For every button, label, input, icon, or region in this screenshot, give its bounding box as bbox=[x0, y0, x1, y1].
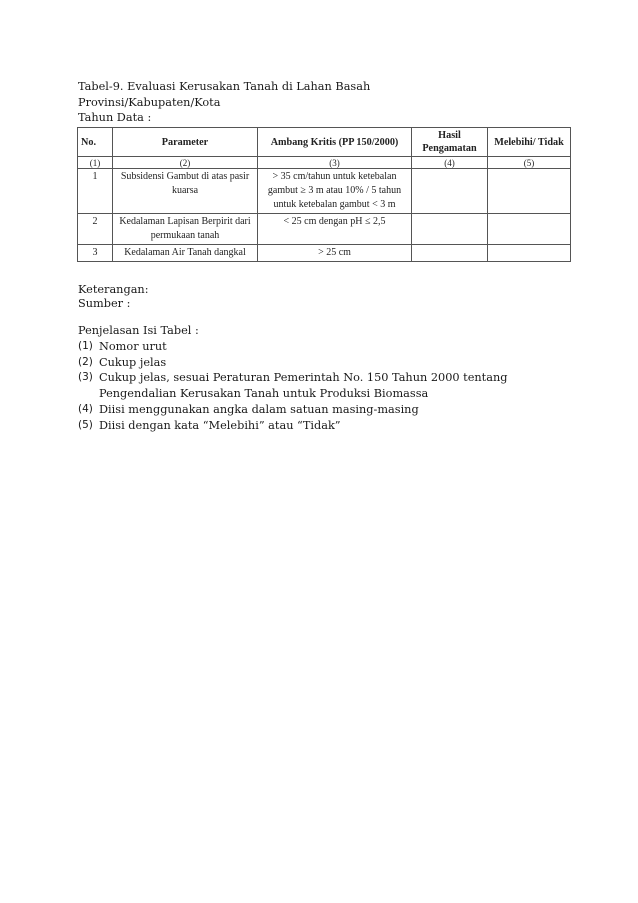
table-title: Tabel-9. Evaluasi Kerusakan Tanah di Lahan Basah bbox=[78, 80, 371, 93]
table-row bbox=[78, 214, 571, 245]
keterangan-label: Keterangan: bbox=[78, 283, 149, 296]
header-no: No. bbox=[78, 128, 113, 157]
list-item-text: Cukup jelas, sesuai Peraturan Pemerintah No. 150 Tahun 2000 tentang Pengendalian Kerusakan Tanah untuk Produksi Biomassa bbox=[99, 371, 508, 401]
table-heading bbox=[78, 79, 370, 126]
row-threshold: < 25 cm dengan pH ≤ 2,5 bbox=[258, 214, 412, 245]
explanation-title: Penjelasan Isi Tabel : bbox=[78, 324, 199, 337]
row-threshold: > 25 cm bbox=[258, 245, 412, 262]
row-result-cell[interactable] bbox=[412, 245, 488, 262]
row-parameter: Kedalaman Air Tanah dangkal bbox=[113, 245, 258, 262]
list-item-text: Cukup jelas bbox=[99, 355, 167, 369]
row-threshold: > 35 cm/tahun untuk ketebalan gambut ≥ 3 m atau 10% / 5 tahun untuk ketebalan gambut < 3 m bbox=[258, 169, 412, 214]
table-row bbox=[78, 245, 571, 262]
column-number: (2) bbox=[113, 157, 258, 169]
row-no: 1 bbox=[78, 169, 113, 214]
row-result-cell[interactable] bbox=[412, 169, 488, 214]
row-parameter: Subsidensi Gambut di atas pasir kuarsa bbox=[113, 169, 258, 214]
list-item-text: Diisi dengan kata “Melebihi” atau “Tidak” bbox=[99, 418, 341, 432]
row-exceed-cell[interactable] bbox=[488, 214, 571, 245]
evaluation-table bbox=[77, 127, 571, 262]
row-no: 3 bbox=[78, 245, 113, 262]
row-result-cell[interactable] bbox=[412, 214, 488, 245]
explanation-section bbox=[78, 323, 539, 434]
region-line: Provinsi/Kabupaten/Kota bbox=[78, 95, 221, 109]
list-item-number: (1) bbox=[78, 339, 93, 352]
list-item bbox=[78, 418, 539, 434]
row-parameter: Kedalaman Lapisan Berpirit dari permukaan tanah bbox=[113, 214, 258, 245]
column-number: (3) bbox=[258, 157, 412, 169]
list-item-number: (2) bbox=[78, 355, 93, 368]
list-item-text: Nomor urut bbox=[99, 339, 167, 353]
row-exceed-cell[interactable] bbox=[488, 245, 571, 262]
header-parameter: Parameter bbox=[113, 128, 258, 157]
column-number: (1) bbox=[78, 157, 113, 169]
sumber-label: Sumber : bbox=[78, 296, 131, 310]
table-row bbox=[78, 169, 571, 214]
header-threshold: Ambang Kritis (PP 150/2000) bbox=[258, 128, 412, 157]
column-number: (4) bbox=[412, 157, 488, 169]
header-exceed: Melebihi/ Tidak bbox=[488, 128, 571, 157]
header-result: Hasil Pengamatan bbox=[412, 128, 488, 157]
list-item bbox=[78, 370, 539, 402]
row-no: 2 bbox=[78, 214, 113, 245]
list-item-text: Diisi menggunakan angka dalam satuan masing-masing bbox=[99, 402, 419, 416]
list-item bbox=[78, 355, 539, 371]
table-header-row bbox=[78, 128, 571, 157]
list-item bbox=[78, 339, 539, 355]
list-item-number: (4) bbox=[78, 402, 93, 415]
list-item bbox=[78, 402, 539, 418]
list-item-number: (5) bbox=[78, 418, 93, 431]
column-number: (5) bbox=[488, 157, 571, 169]
notes-section bbox=[78, 283, 149, 310]
year-line: Tahun Data : bbox=[78, 111, 152, 124]
row-exceed-cell[interactable] bbox=[488, 169, 571, 214]
column-number-row bbox=[78, 157, 571, 169]
list-item-number: (3) bbox=[78, 371, 93, 384]
